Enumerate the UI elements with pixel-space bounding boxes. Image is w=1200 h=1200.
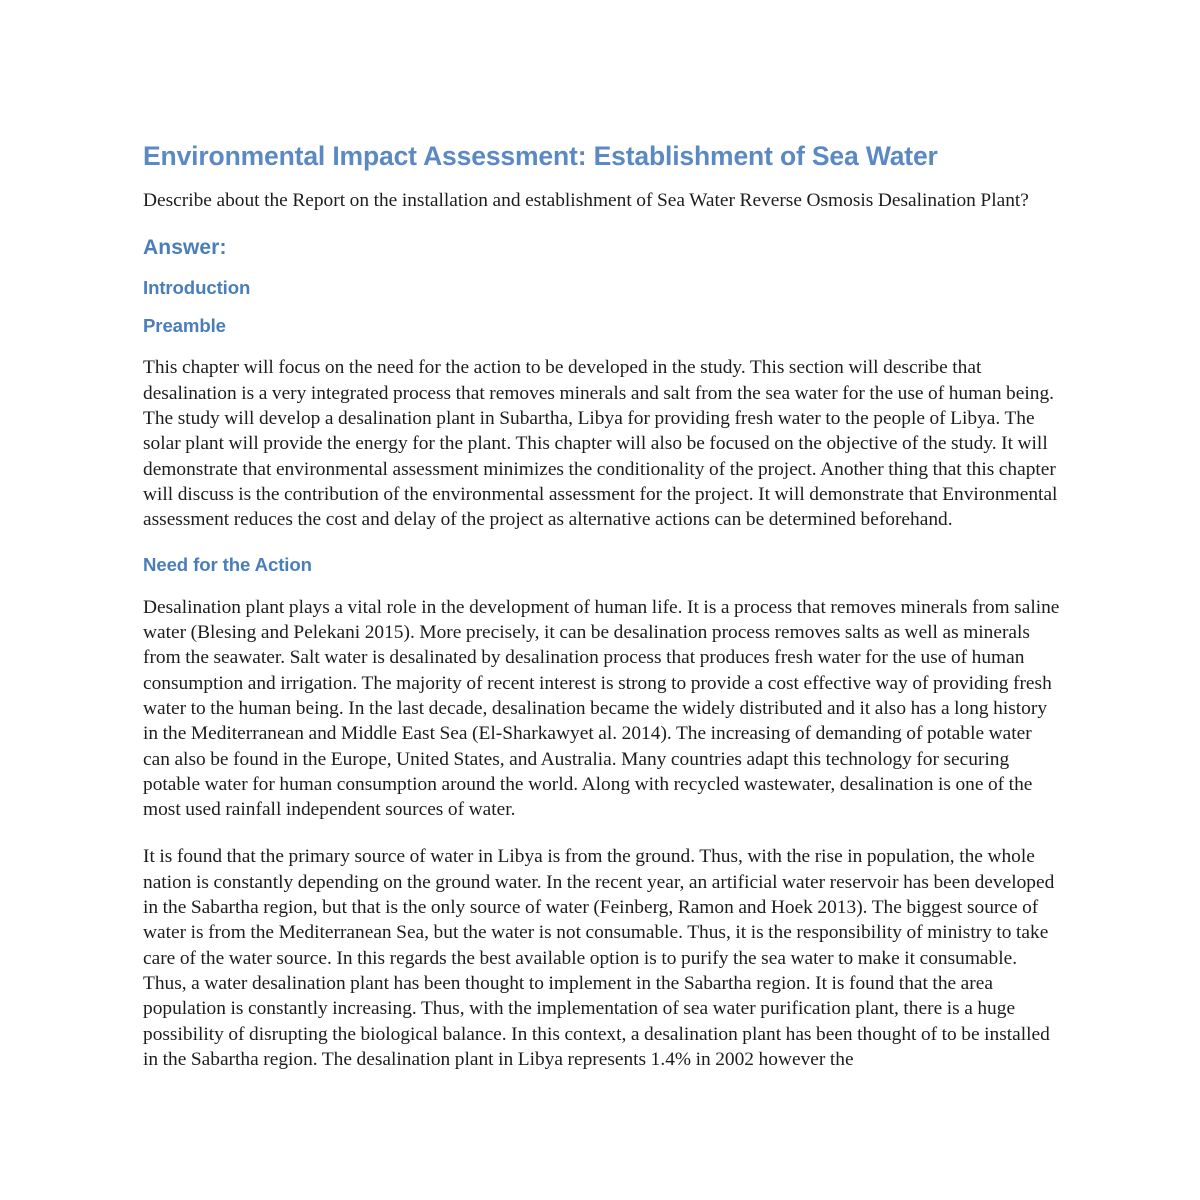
heading-preamble: Preamble bbox=[143, 315, 226, 337]
question-paragraph: Describe about the Report on the installation and establishment of Sea Water Reverse Osmosis Desalination Plant? bbox=[143, 190, 1029, 212]
document-content bbox=[143, 141, 1060, 1094]
paragraph-preamble-body: This chapter will focus on the need for the action to be developed in the study. This section will describe that desalination is a very integrated process that removes minerals and salt from the sea water for the use of human being. The study will develop a desalination plant in Subartha, Libya for providing fresh water to the people of Libya. The solar plant will provide the energy for the plant. This chapter will also be focused on the objective of the study. It will demonstrate that environmental assessment minimizes the conditionality of the project. Another thing that this chapter will discuss is the contribution of the environmental assessment for the project. It will demonstrate that Environmental assessment reduces the cost and delay of the project as alternative actions can be determined beforehand. bbox=[143, 357, 1058, 531]
paragraph-need-body-1: Desalination plant plays a vital role in the development of human life. It is a process that removes minerals from saline water (Blesing and Pelekani 2015). More precisely, it can be desalination process removes salts as well as minerals from the seawater. Salt water is desalinated by desalination process that produces fresh water for the use of human consumption and irrigation. The majority of recent interest is strong to provide a cost effective way of providing fresh water to the human being. In the last decade, desalination became the widely distributed and it also has a long history in the Mediterranean and Middle East Sea (El-Sharkawyet al. 2014). The increasing of demanding of potable water can also be found in the Europe, United States, and Australia. Many countries adapt this technology for securing potable water for human consumption around the world. Along with recycled wastewater, desalination is one of the most used rainfall independent sources of water. bbox=[143, 596, 1060, 821]
paragraph-need-body-2: It is found that the primary source of water in Libya is from the ground. Thus, with the rise in population, the whole nation is constantly depending on the ground water. In the recent year, an artificial water reservoir has been developed in the Sabartha region, but that is the only source of water (Feinberg, Ramon and Hoek 2013). The biggest source of water is from the Mediterranean Sea, but the water is not consumable. Thus, it is the responsibility of ministry to take care of the water source. In this regards the best available option is to purify the sea water to make it consumable. Thus, a water desalination plant has been thought to implement in the Sabartha region. It is found that the area population is constantly increasing. Thus, with the implementation of sea water purification plant, there is a huge possibility of disrupting the biological balance. In this context, a desalination plant has been thought of to be installed in the Sabartha region. The desalination plant in Libya represents 1.4% in 2002 however the bbox=[143, 846, 1055, 1070]
page-title: Environmental Impact Assessment: Establishment of Sea Water bbox=[143, 141, 938, 171]
heading-introduction: Introduction bbox=[143, 276, 251, 298]
answer-heading: Answer: bbox=[143, 235, 227, 259]
heading-need-for-the-action: Need for the Action bbox=[143, 554, 312, 576]
